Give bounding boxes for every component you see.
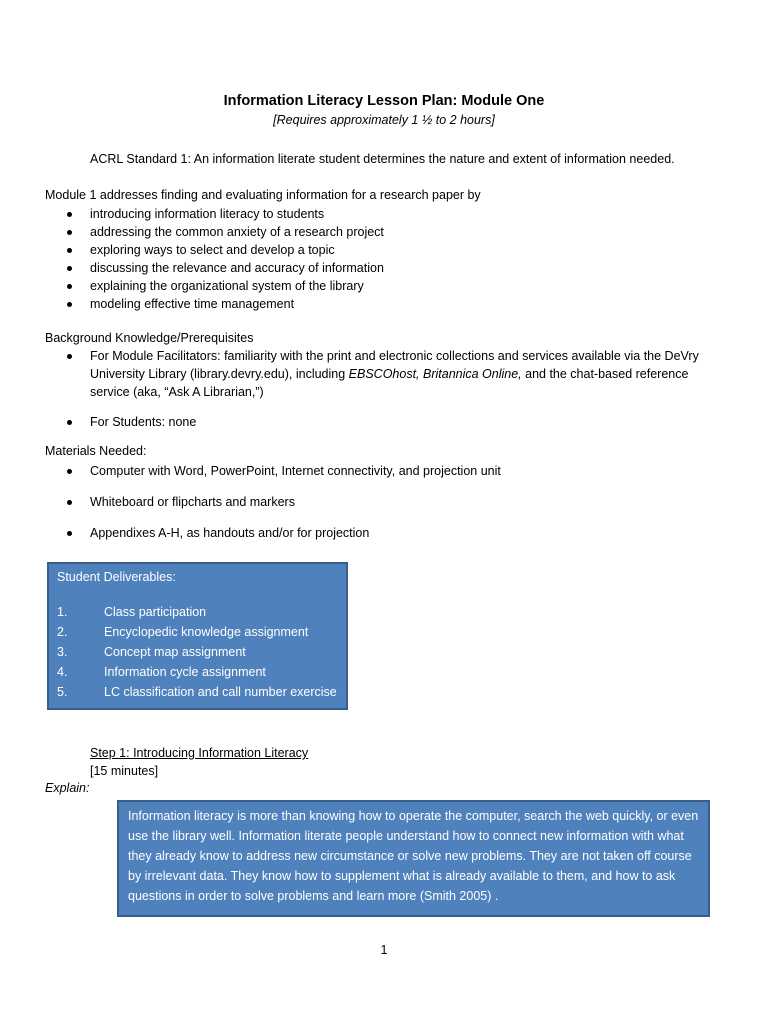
item-label: Concept map assignment [104,645,246,659]
module-intro: Module 1 addresses finding and evaluating information for a research paper by [45,188,481,202]
list-item: modeling effective time management [45,295,384,313]
document-subtitle: [Requires approximately 1 ½ to 2 hours] [273,113,495,127]
page-number: 1 [380,943,388,957]
list-item [45,347,730,401]
facilitators-text: For Module Facilitators: familiarity with the print and electronic collections and services available via the DeVry University Library (library.devry.edu), including [90,349,699,381]
item-label: LC classification and call number exercise [104,685,337,699]
item-number: 2. [57,625,68,639]
list-item [57,602,337,622]
item-number: 3. [57,645,68,659]
step1-heading: Step 1: Introducing Information Literacy [90,746,309,760]
list-item: discussing the relevance and accuracy of information [45,259,384,277]
module-items-list [45,205,384,313]
step1-time: [15 minutes] [90,764,159,778]
facilitators-text-end: and the chat-based reference service (aka, “Ask A Librarian,”) [90,367,689,399]
list-item [57,682,337,702]
list-item: Whiteboard or flipcharts and markers [45,493,501,511]
list-item: explaining the organizational system of the library [45,277,384,295]
list-item: Computer with Word, PowerPoint, Internet connectivity, and projection unit [45,462,501,480]
students-list [45,413,196,431]
list-item: exploring ways to select and develop a topic [45,241,384,259]
quote-text: Information literacy is more than knowing how to operate the computer, search the web quickly, or even use the library well. Information literate people understand how to connect new information with what they already know to address new circumstance or solve new problems. They are not taken off course by irrelevant data. They know how to supplement what is already available to them, and how to ask questions in order to solve problems and learn more (Smith 2005) . [128,809,699,903]
materials-list [45,462,501,555]
item-label: Encyclopedic knowledge assignment [104,625,309,639]
background-heading: Background Knowledge/Prerequisites [45,331,254,345]
deliverables-title: Student Deliverables: [57,570,176,584]
student-deliverables-box [47,562,348,710]
list-item: introducing information literacy to students [45,205,384,223]
list-item [57,622,337,642]
list-item [57,642,337,662]
list-item [57,662,337,682]
item-label: Class participation [104,605,207,619]
materials-heading: Materials Needed: [45,444,147,458]
item-number: 4. [57,665,68,679]
item-number: 1. [57,605,68,619]
item-label: Information cycle assignment [104,665,266,679]
acrl-standard: ACRL Standard 1: An information literate student determines the nature and extent of information needed. [90,152,675,166]
information-literacy-quote-box [117,800,710,917]
list-item: addressing the common anxiety of a research project [45,223,384,241]
facilitators-resources: EBSCOhost, Britannica Online, [348,367,522,381]
deliverables-list [57,602,337,702]
item-number: 5. [57,685,68,699]
list-item: For Students: none [45,413,196,431]
background-list [45,347,730,401]
list-item: Appendixes A-H, as handouts and/or for projection [45,524,501,542]
document-title: Information Literacy Lesson Plan: Module One [223,93,545,109]
explain-label: Explain: [45,781,90,795]
